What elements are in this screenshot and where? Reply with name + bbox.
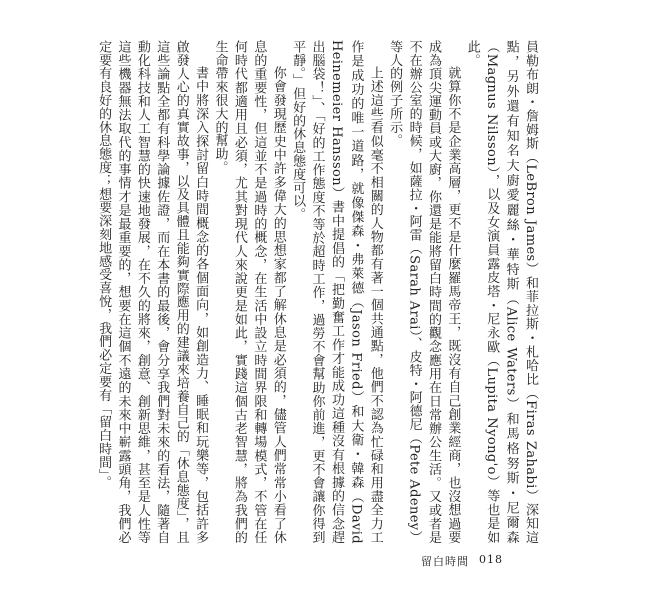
- page-number: 018: [479, 553, 503, 566]
- paragraph-4: 你會發現歷史中許多偉大的思想家都了解休息是必須的，儘管人們常常小看了休息的重要性，但這並不是過時的概念，在生活中設立時間界限和轉場模式，不管在任何時代都適用且必須，尤其對現代人來說更是如此，實踐這個古老智慧，將為我們的生命帶來很大的幫助。: [212, 40, 286, 544]
- body-text: [96, 40, 540, 544]
- running-title: 留白時間: [421, 555, 469, 568]
- paragraph-5: 書中將深入探討留白時間概念的各個面向，如創造力、睡眠和玩樂等，包括許多啟發人心的真實故事，以及具體且能夠實際應用的建議來培養自己的「休息態度」，且這些論點全都有科學論據佐證，而在本書的最後，會分享我們對未來的看法，隨著自動化科技和人工智慧的快速地發展，在不久的將來，創意、創新思維，甚至是人性等這些機器無法取代的事情才是最重要的，想要在這個不遠的未來中嶄露頭角，我們必定要有良好的休息態度；想要深刻地感受喜悅，我們必定要有「留白時間」。: [96, 40, 209, 544]
- page-footer: [421, 553, 503, 569]
- paragraph-3: 上述這些看似毫不相關的人物都有著一個共通點，他們不認為忙碌和用盡全力工作是成功的唯一道路，就像傑森・弗萊德（Jason Fried）和大衛・韓森（David Heinemeier Hansson）書中提倡的「把勤奮工作才能成功這種沒有根據的信念趕出腦袋！」、「好的工作態度不等於超時工作，過勞不會幫助你前進，更不會讓你得到平靜。」但好的休息態度可以。: [290, 40, 383, 544]
- paragraph-2: 就算你不是企業高層，更不是什麼羅馬帝王，既沒有自己創業經商，也沒想過要成為頂尖運動員或大廚，你還是能將留白時間的觀念應用在日常辦公生活。又或者是不在辦公室的時候，如薩拉・阿雷（Sarah Arai）、皮特・阿德尼（Pete Adeney）等人的例子所示。: [387, 40, 461, 544]
- paragraph-1: 員勒布朗・詹姆斯（LeBron James）和菲拉斯・札哈比（Firas Zahabi）深知這點，另外還有知名大廚愛麗絲・華特斯（Alice Waters）和馬格努斯・尼爾森（Magnus Nilsson），以及女演員露皮塔・尼永歐（Lupita Nyong'o）等也是如此。: [464, 40, 538, 544]
